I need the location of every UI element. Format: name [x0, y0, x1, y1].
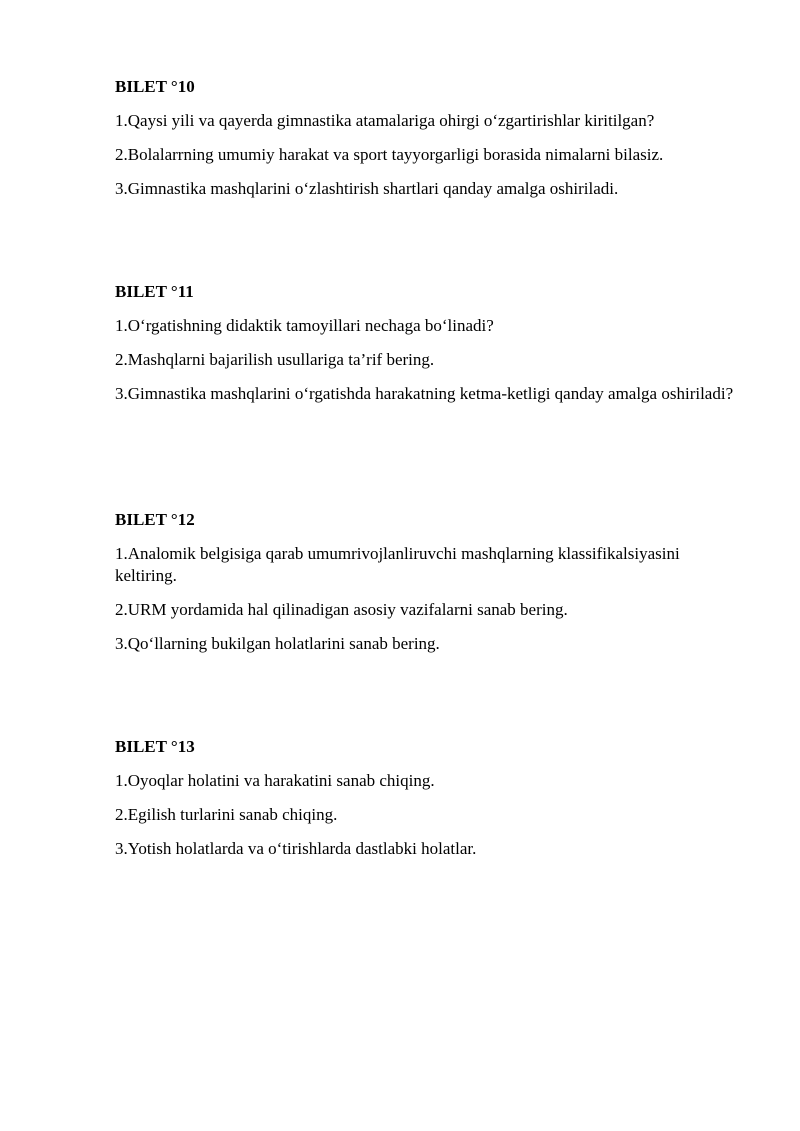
question-1: 1.Qaysi yili va qayerda gimnastika atamalariga ohirgi o‘zgartirishlar kiritilgan?	[115, 111, 655, 130]
question-3: 3.Gimnastika mashqlarini o‘zlashtirish shartlari qanday amalga oshiriladi.	[115, 179, 619, 198]
ticket-10	[115, 76, 745, 212]
question-2: 2.Bolalarrning umumiy harakat va sport tayyorgarligi borasida nimalarni bilasiz.	[115, 145, 664, 164]
ticket-title: BILET °11	[115, 282, 194, 301]
question-3: 3.Qo‘llarning bukilgan holatlarini sanab bering.	[115, 634, 440, 653]
question-3: 3.Yotish holatlarda va o‘tirishlarda dastlabki holatlar.	[115, 839, 477, 858]
ticket-13	[115, 736, 745, 872]
ticket-11	[115, 281, 745, 417]
question-2: 2.URM yordamida hal qilinadigan asosiy vazifalarni sanab bering.	[115, 600, 568, 619]
ticket-title: BILET °10	[115, 77, 195, 96]
question-2: 2.Mashqlarni bajarilish usullariga ta’rif bering.	[115, 350, 435, 369]
question-1: 1.Oyoqlar holatini va harakatini sanab chiqing.	[115, 771, 435, 790]
ticket-title: BILET °12	[115, 510, 195, 529]
question-2: 2.Egilish turlarini sanab chiqing.	[115, 805, 338, 824]
question-1: 1.Analomik belgisiga qarab umumrivojlanliruvchi mashqlarning klassifikalsiyasini keltiring.	[115, 544, 680, 585]
ticket-12	[115, 509, 745, 667]
ticket-title: BILET °13	[115, 737, 195, 756]
question-3: 3.Gimnastika mashqlarini o‘rgatishda harakatning ketma-ketligi qanday amalga oshiriladi?	[115, 384, 734, 403]
question-1: 1.O‘rgatishning didaktik tamoyillari nechaga bo‘linadi?	[115, 316, 494, 335]
